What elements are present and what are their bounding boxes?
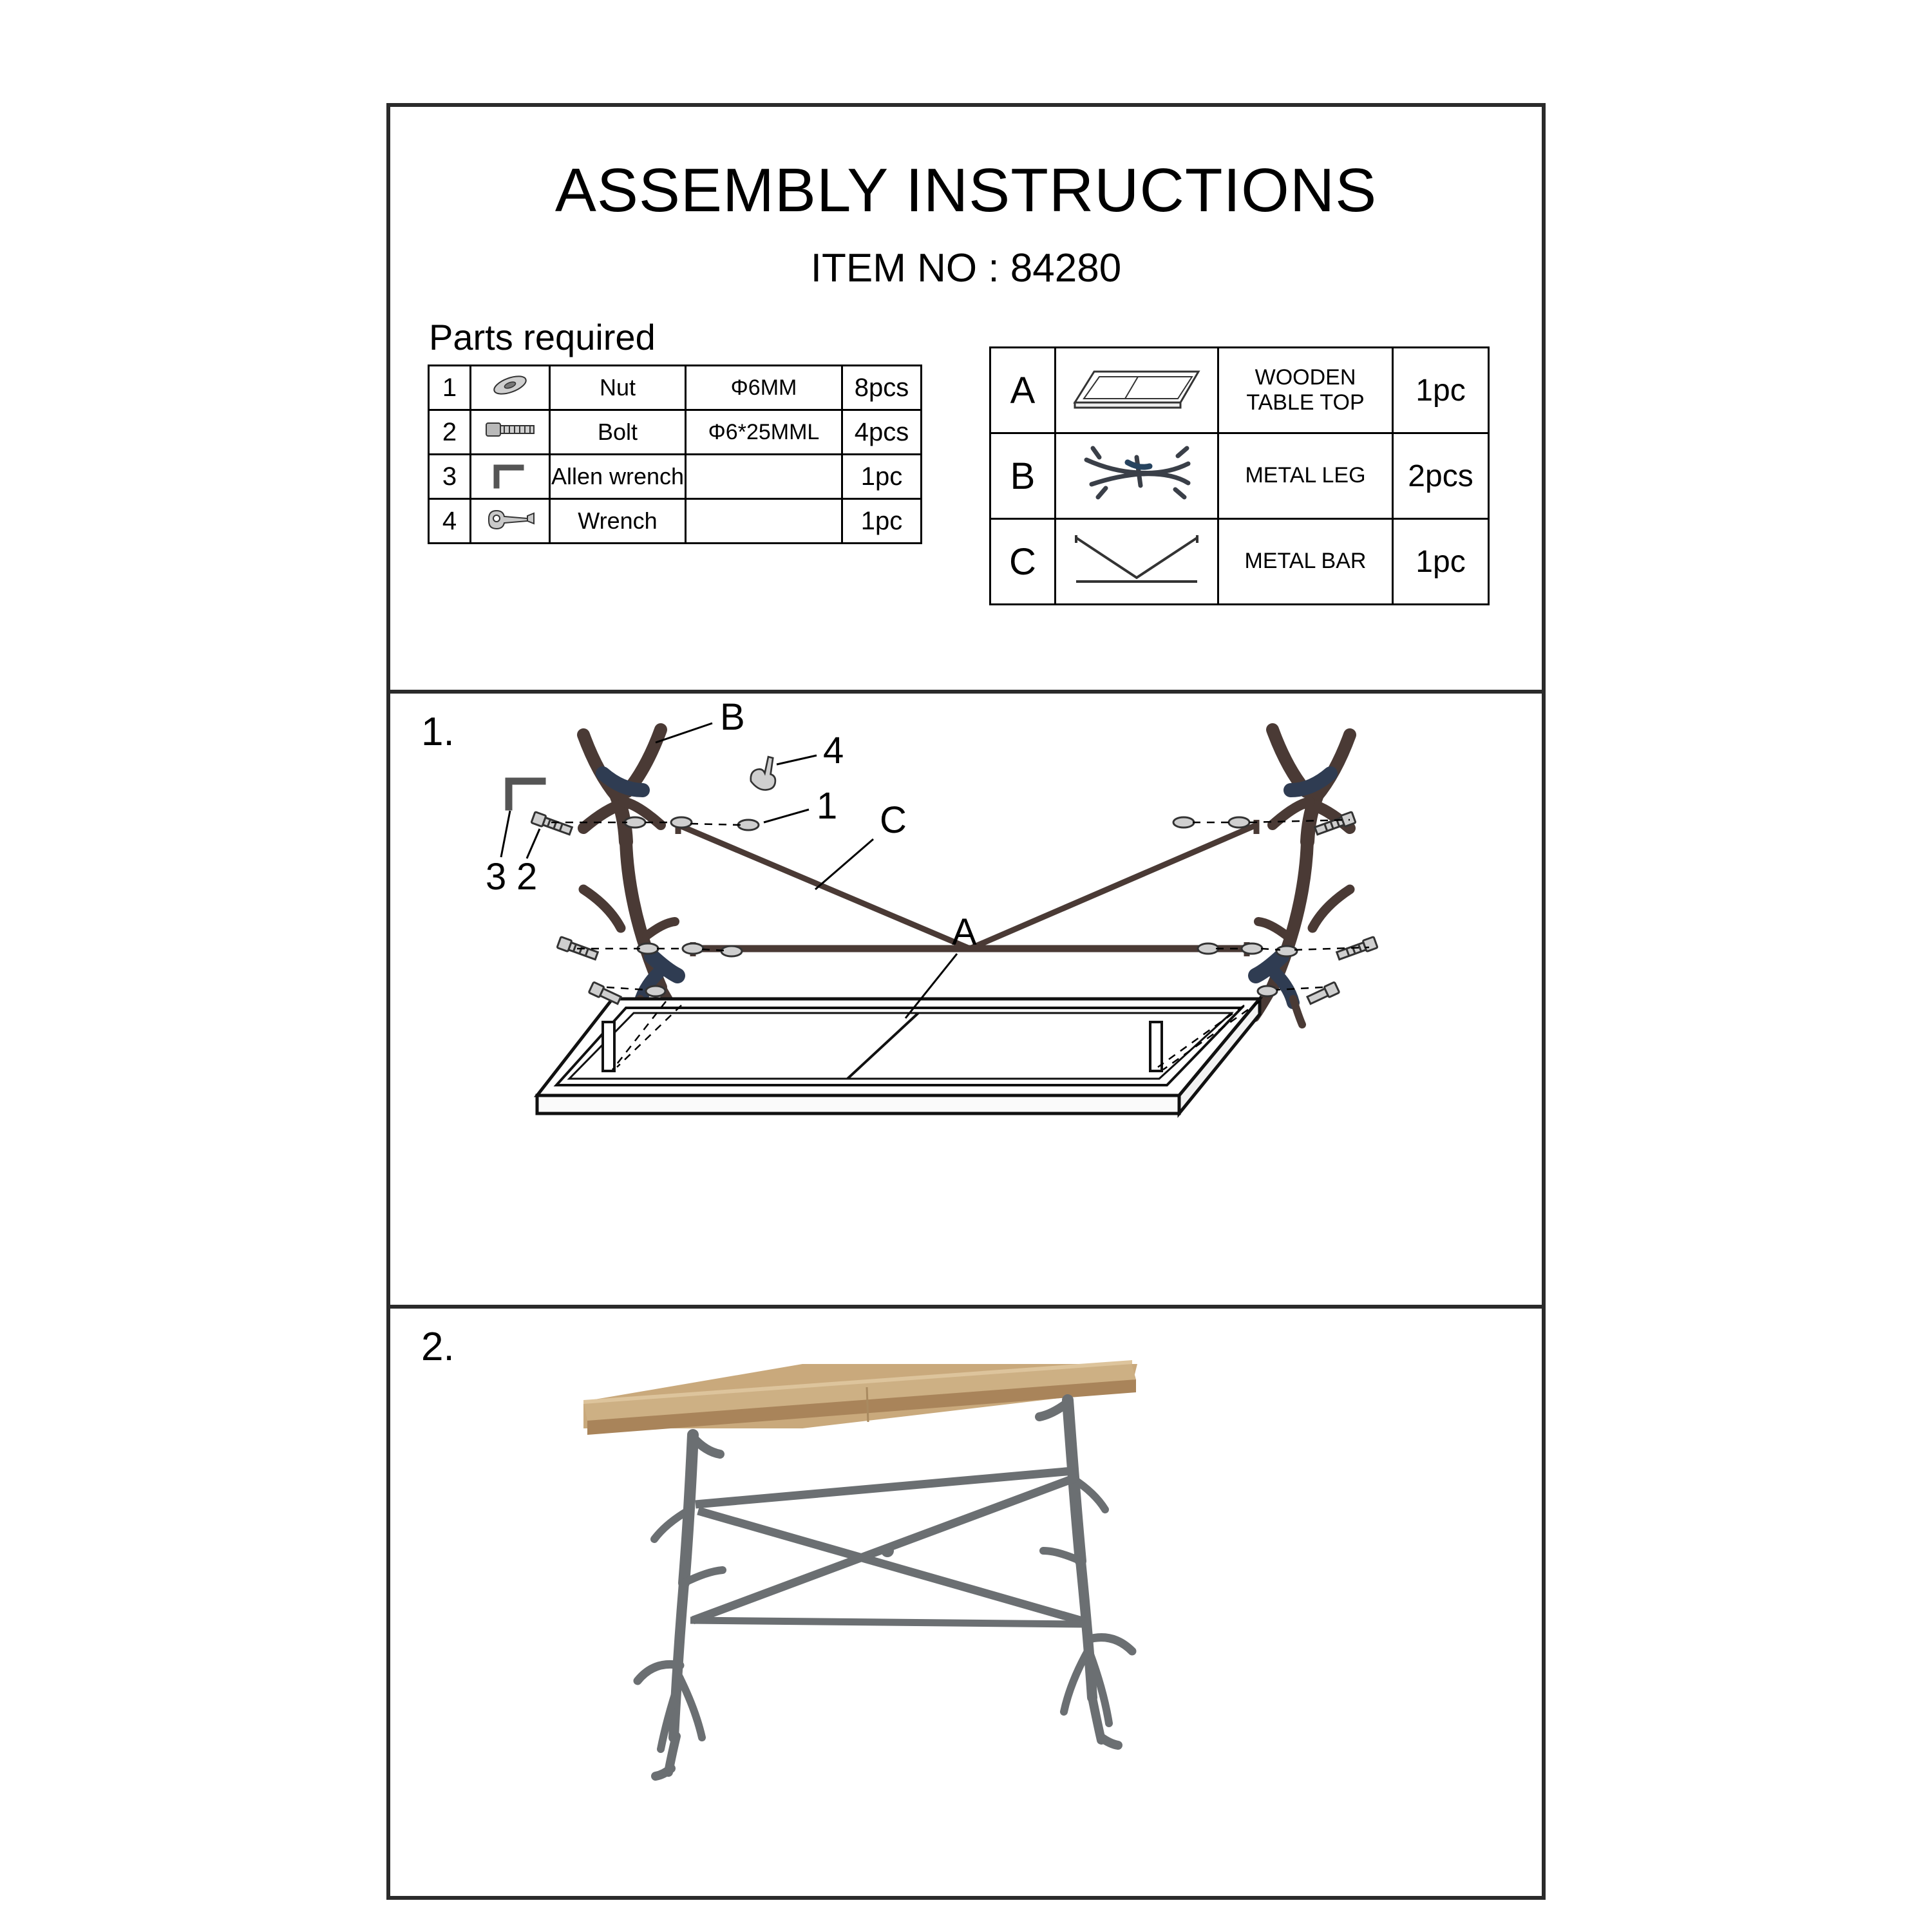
- table-top-icon: [1056, 348, 1218, 433]
- table-row: [429, 455, 922, 499]
- step-number: 1.: [421, 710, 455, 754]
- callout-label-1: 1: [817, 785, 838, 827]
- step-number: 2.: [421, 1325, 455, 1369]
- component-letter: B: [990, 433, 1056, 519]
- hardware-spec: [686, 455, 842, 499]
- bolt-icon: [471, 410, 550, 455]
- callout-label-a: A: [952, 911, 977, 953]
- hardware-index: 1: [429, 366, 471, 410]
- component-qty: 1pc: [1393, 348, 1489, 433]
- table-row: [429, 499, 922, 544]
- component-qty: 1pc: [1393, 519, 1489, 605]
- page-title: ASSEMBLY INSTRUCTIONS: [554, 156, 1378, 225]
- item-number: ITEM NO : 84280: [810, 246, 1122, 290]
- hardware-name: Nut: [550, 366, 686, 410]
- component-description: METAL BAR: [1218, 519, 1393, 605]
- hardware-qty: 1pc: [842, 499, 922, 544]
- callout-label-b: B: [720, 696, 745, 738]
- hardware-name: Wrench: [550, 499, 686, 544]
- hardware-index: 3: [429, 455, 471, 499]
- hardware-qty: 1pc: [842, 455, 922, 499]
- step-2-diagram: [390, 1318, 1543, 1888]
- hardware-index: 2: [429, 410, 471, 455]
- table-row: [990, 348, 1489, 433]
- hardware-spec: Φ6MM: [686, 366, 842, 410]
- callout-label-4: 4: [823, 730, 844, 772]
- nut-icon: [471, 366, 550, 410]
- component-qty: 2pcs: [1393, 433, 1489, 519]
- component-letter: C: [990, 519, 1056, 605]
- sheet-border: [386, 103, 1546, 1900]
- hardware-name: Allen wrench: [550, 455, 686, 499]
- table-row: [429, 410, 922, 455]
- table-row: [990, 433, 1489, 519]
- components-table: [989, 346, 1490, 605]
- section-divider: [390, 1305, 1542, 1309]
- hardware-table: [428, 365, 922, 544]
- table-row: [990, 519, 1489, 605]
- component-letter: A: [990, 348, 1056, 433]
- metal-bar-icon: [1056, 519, 1218, 605]
- allen-wrench-icon: [471, 455, 550, 499]
- step-1-diagram: [390, 696, 1543, 1305]
- metal-leg-icon: [1056, 433, 1218, 519]
- hardware-qty: 8pcs: [842, 366, 922, 410]
- component-description: WOODEN TABLE TOP: [1218, 348, 1393, 433]
- callout-label-2: 2: [516, 856, 538, 898]
- parts-required-label: Parts required: [429, 317, 656, 357]
- callout-label-c: C: [880, 799, 907, 841]
- hardware-spec: Φ6*25MML: [686, 410, 842, 455]
- callout-label-3: 3: [486, 856, 507, 898]
- hardware-qty: 4pcs: [842, 410, 922, 455]
- hardware-index: 4: [429, 499, 471, 544]
- table-row: [429, 366, 922, 410]
- wrench-icon: [471, 499, 550, 544]
- hardware-name: Bolt: [550, 410, 686, 455]
- hardware-spec: [686, 499, 842, 544]
- component-description: METAL LEG: [1218, 433, 1393, 519]
- section-divider: [390, 690, 1542, 694]
